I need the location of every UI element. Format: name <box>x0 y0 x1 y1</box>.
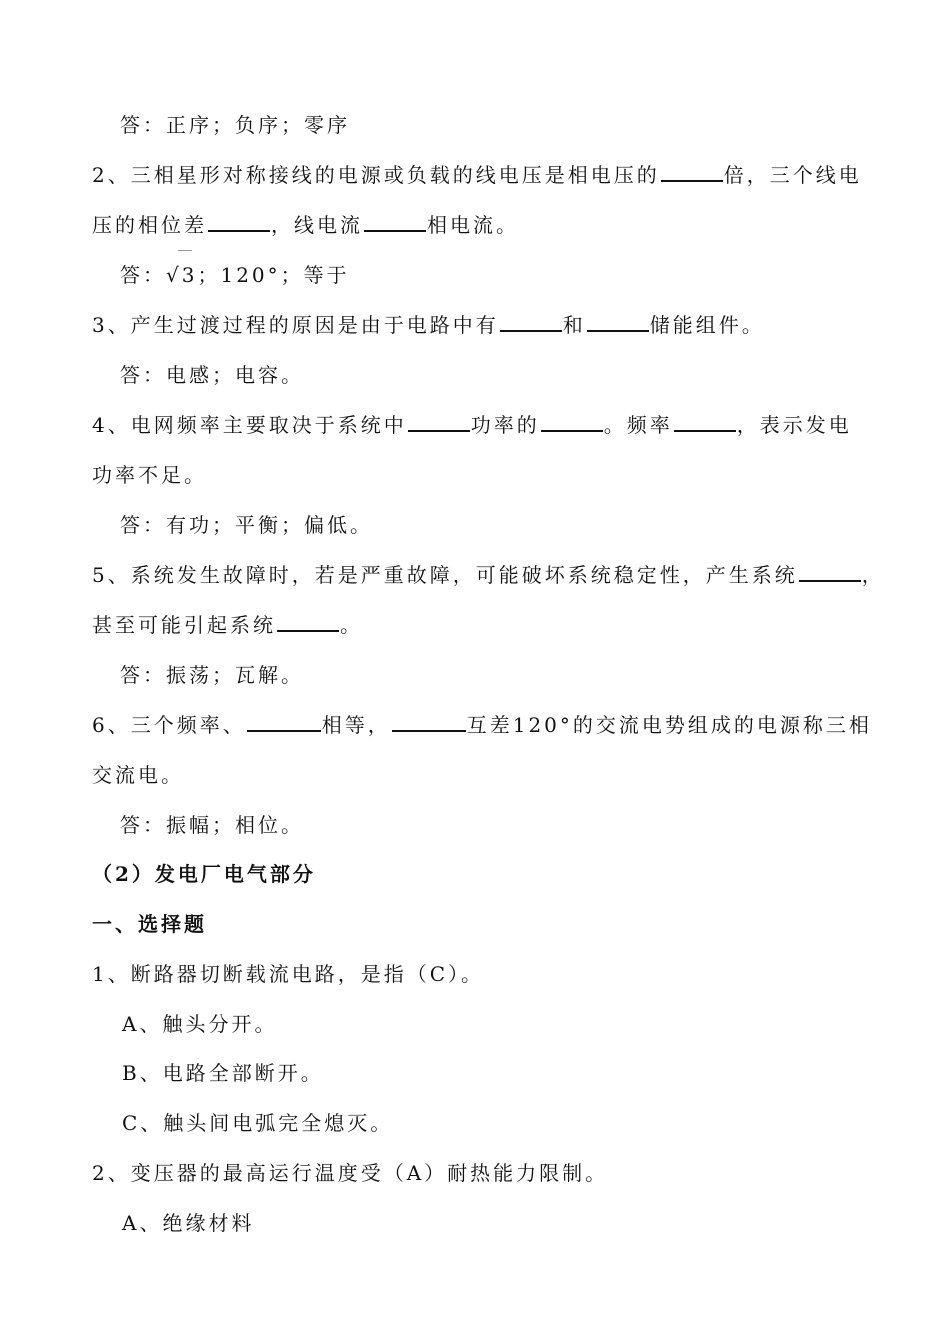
answer-5: 答：振荡；瓦解。 <box>120 663 304 687</box>
sqrt-overline <box>178 250 192 251</box>
choice-option-a: A、绝缘材料 <box>122 1211 255 1235</box>
fill-blank <box>799 562 861 582</box>
question-6-line-2: 交流电。 <box>92 763 184 787</box>
answer-3: 答：电感；电容。 <box>120 363 304 387</box>
question-2-line-2: 压的相位差 ，线电流 相电流。 <box>92 213 519 237</box>
fill-blank <box>661 162 723 182</box>
fill-blank <box>587 312 649 332</box>
choice-option-a: A、触头分开。 <box>122 1012 278 1036</box>
fill-blank <box>247 712 321 732</box>
fill-blank <box>364 212 426 232</box>
answer-4: 答：有功；平衡；偏低。 <box>120 513 373 537</box>
question-6-line-1: 6、三个频率、 相等， 互差120°的交流电势组成的电源称三相 <box>92 713 872 737</box>
fill-blank <box>277 612 339 632</box>
question-5-line-2: 甚至可能引起系统 。 <box>92 613 363 637</box>
fill-blank <box>500 312 562 332</box>
fill-blank <box>408 412 470 432</box>
question-2-line-1: 2、三相星形对称接线的电源或负载的线电压是相电压的 倍，三个线电 <box>92 163 862 187</box>
choice-option-c: C、触头间电弧完全熄灭。 <box>122 1111 394 1135</box>
fill-blank <box>674 412 736 432</box>
section-heading: （2）发电厂电气部分 <box>92 862 316 886</box>
question-3: 3、产生过渡过程的原因是由于电路中有 和 储能组件。 <box>92 313 765 337</box>
fill-blank <box>541 412 603 432</box>
choice-question-1: 1、断路器切断载流电路，是指（C）。 <box>92 962 485 986</box>
answer-2: 答：√3；120°；等于 <box>120 263 350 287</box>
question-4-line-2: 功率不足。 <box>92 463 207 487</box>
choice-question-2: 2、变压器的最高运行温度受（A）耐热能力限制。 <box>92 1161 609 1185</box>
fill-blank <box>208 212 270 232</box>
answer-6: 答：振幅；相位。 <box>120 813 304 837</box>
question-4-line-1: 4、电网频率主要取决于系统中 功率的 。频率 ，表示发电 <box>92 413 852 437</box>
part-heading: 一、选择题 <box>92 912 207 936</box>
answer-1: 答：正序；负序；零序 <box>120 113 350 137</box>
choice-option-b: B、电路全部断开。 <box>122 1061 324 1085</box>
fill-blank <box>392 712 466 732</box>
question-5-line-1: 5、系统发生故障时，若是严重故障，可能破坏系统稳定性，产生系统 ， <box>92 563 885 587</box>
